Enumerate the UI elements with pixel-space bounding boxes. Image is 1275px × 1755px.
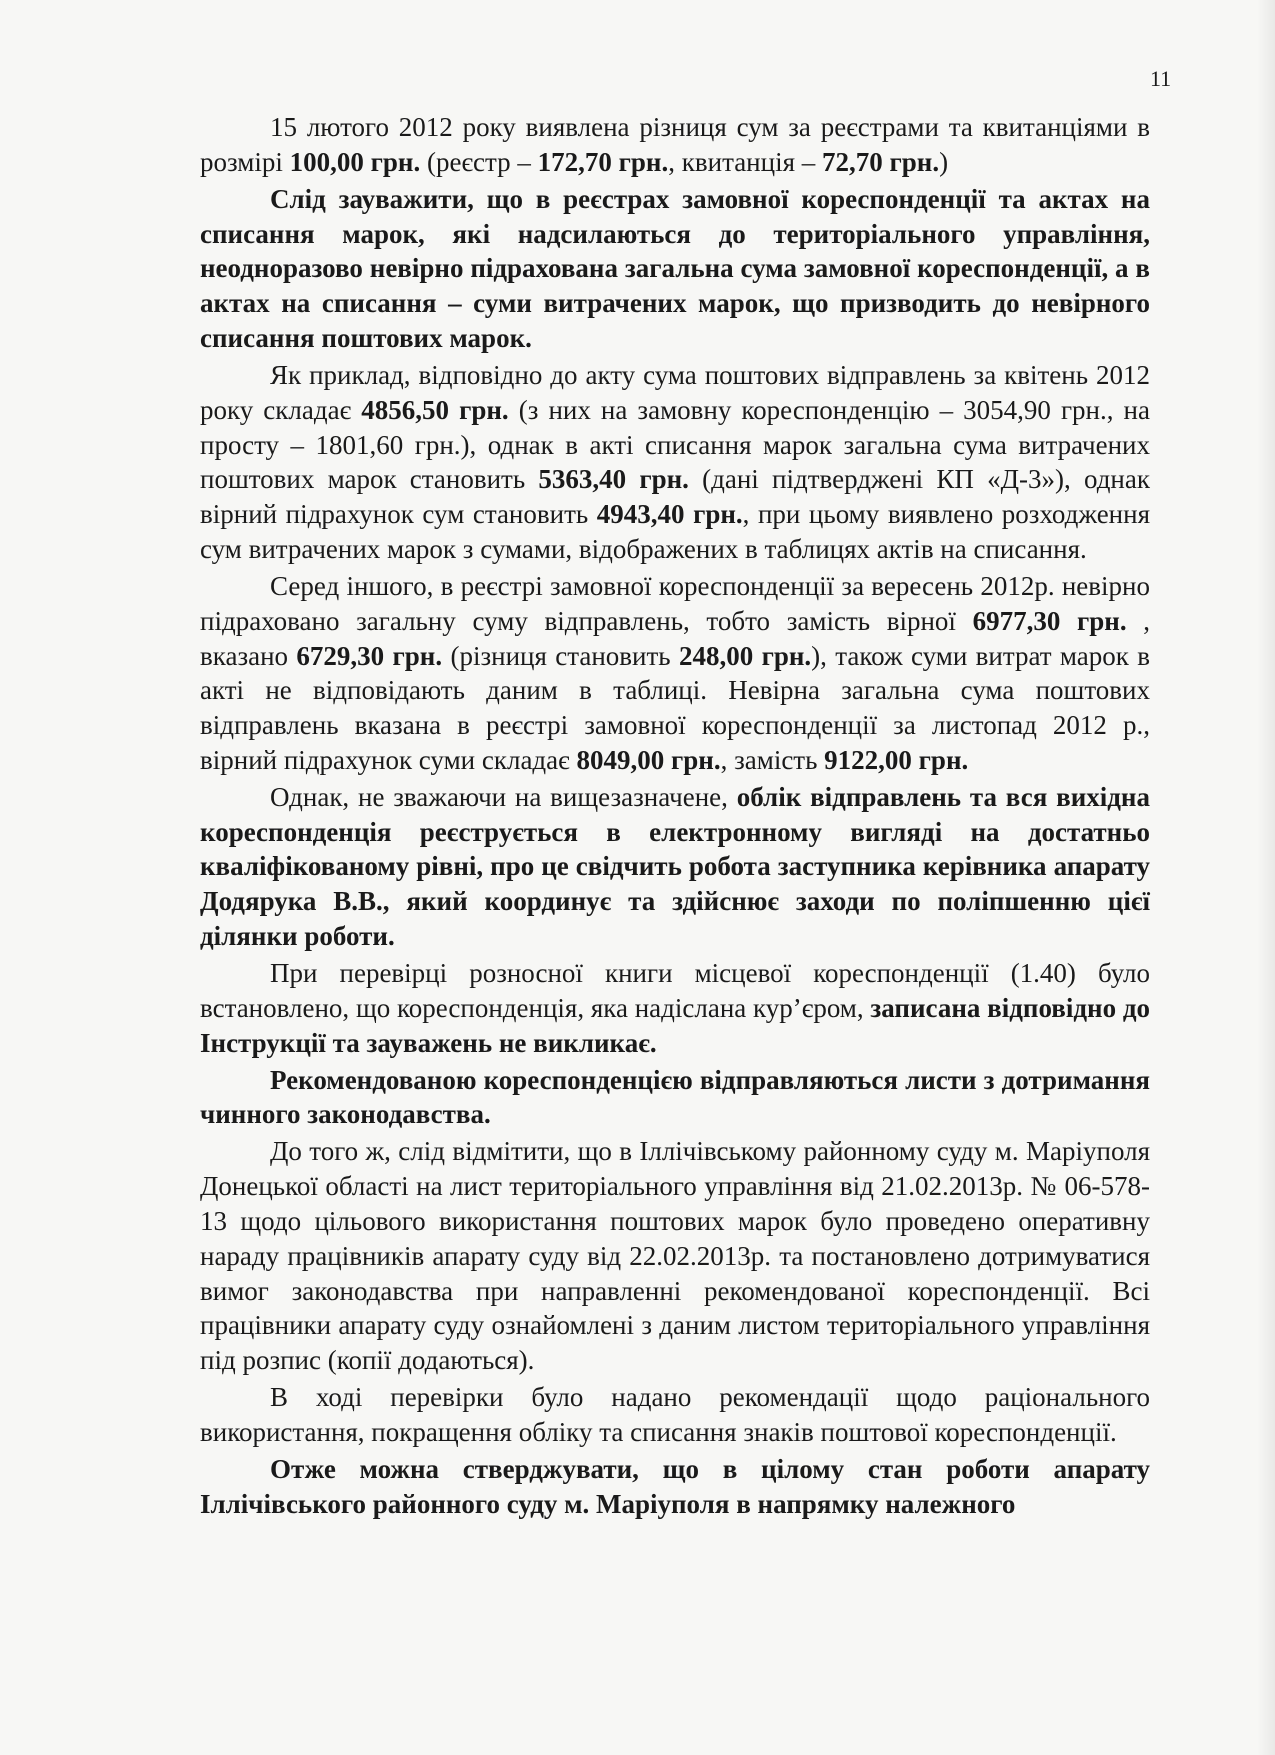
text-run: При перевірці розносної книги місцевої кореспонденції (1.40) було встановлено, що кореспонденція, яка надіслана кур’єром, xyxy=(200,958,1150,1023)
paragraph xyxy=(200,1452,1150,1522)
text-run: , замість xyxy=(720,744,825,775)
bold-text-run: 248,00 грн. xyxy=(678,640,812,671)
text-run: 15 лютого 2012 року виявлена різниця сум за реєстрами та квитанціями в розмірі xyxy=(200,112,1150,177)
text-run: (різниця становить xyxy=(442,640,679,671)
paragraph xyxy=(200,1380,1150,1450)
bold-text-run: 72,70 грн. xyxy=(822,146,940,177)
text-run: ), також суми витрат марок в акті не відповідають даним в таблиці. Невірна загальна сума поштових відправлень вказана в реєстрі замовної кореспонденції за листопад 2012 р., вірний підрахунок суми складає xyxy=(200,640,1151,775)
bold-text-run: Рекомендованою кореспонденцією відправляються листи з дотримання чинного законодавства. xyxy=(200,1064,1150,1130)
bold-text-run: Слід зауважити, що в реєстрах замовної кореспонденції та актах на списання марок, які надсилаються до територіального управління, неодноразово невірно підрахована загальна сума замовної кореспонденції, а в актах на списання – суми витрачених марок, що призводить до невірного списання поштових марок. xyxy=(200,183,1150,353)
bold-text-run: 4943,40 грн. xyxy=(596,499,743,530)
paragraph xyxy=(200,1063,1150,1133)
bold-text-run: 100,00 грн. xyxy=(289,146,421,177)
text-run: , квитанція – xyxy=(668,146,822,177)
bold-text-run: 6729,30 грн. xyxy=(296,640,443,671)
text-run: До того ж, слід відмітити, що в Іллічівському районному суду м. Маріуполя Донецької області на лист територіального управління від 21.02.2013р. № 06-578-13 щодо цільового використання поштових марок було проведено оперативну нараду працівників апарату суду від 22.02.2013р. та постановлено дотримуватися вимог законодавства при направленні рекомендованої кореспонденції. Всі працівники апарату суду ознайомлені з даним листом територіального управління під розпис (копії додаються). xyxy=(200,1136,1150,1376)
bold-text-run: 8049,00 грн. xyxy=(576,744,721,775)
document-body xyxy=(200,110,1150,1524)
text-run: Як приклад, відповідно до акту сума поштових відправлень за квітень 2012 року складає xyxy=(200,359,1150,425)
text-run: (з них на замовну кореспонденцію – 3054,90 грн., на просту – 1801,60 грн.), однак в акті списання марок загальна сума витрачених поштових марок становить xyxy=(200,394,1150,495)
paragraph xyxy=(200,780,1150,954)
text-run: ) xyxy=(939,146,949,177)
bold-text-run: Отже можна стверджувати, що в цілому стан роботи апарату Іллічівського районного суду м. Маріуполя в напрямку належного xyxy=(200,1453,1150,1519)
bold-text-run: 5363,40 грн. xyxy=(538,464,689,495)
text-run: (дані підтверджені КП «Д-3»), однак вірний підрахунок сум становить xyxy=(200,464,1150,530)
scan-edge-shadow xyxy=(1257,0,1275,1755)
text-run: , вказано xyxy=(200,605,1151,671)
paragraph xyxy=(200,569,1150,778)
bold-text-run: облік відправлень та вся вихідна кореспонденція реєструється в електронному вигляді на достатньо кваліфікованому рівні, про це свідчить робота заступника керівника апарату Додярука В.В., який координує та здійснює заходи по поліпшенню цієї ділянки роботи. xyxy=(200,781,1150,952)
bold-text-run: записана відповідно до Інструкції та зауважень не викликає. xyxy=(200,992,1150,1058)
bold-text-run: 9122,00 грн. xyxy=(824,744,969,775)
paragraph xyxy=(200,956,1150,1060)
bold-text-run: 172,70 грн. xyxy=(537,146,669,177)
bold-text-run: 6977,30 грн. xyxy=(972,605,1127,636)
bold-text-run: 4856,50 грн. xyxy=(361,394,509,425)
text-run: , при цьому виявлено розходження сум витрачених марок з сумами, відображених в таблицях актів на списання. xyxy=(200,499,1150,564)
paragraph xyxy=(200,110,1150,180)
text-run: Серед іншого, в реєстрі замовної кореспонденції за вересень 2012р. невірно підраховано загальну суму відправлень, тобто замість вірної xyxy=(200,570,1150,636)
paragraph xyxy=(200,358,1150,567)
page-number: 11 xyxy=(1150,66,1172,91)
text-run: (реєстр – xyxy=(420,146,538,177)
paragraph xyxy=(200,1134,1150,1378)
paragraph xyxy=(200,182,1150,356)
text-run: В ході перевірки було надано рекомендації щодо раціонального використання, покращення обліку та списання знаків поштової кореспонденції. xyxy=(200,1382,1150,1447)
text-run: Однак, не зважаючи на вищезазначене, xyxy=(270,781,737,812)
